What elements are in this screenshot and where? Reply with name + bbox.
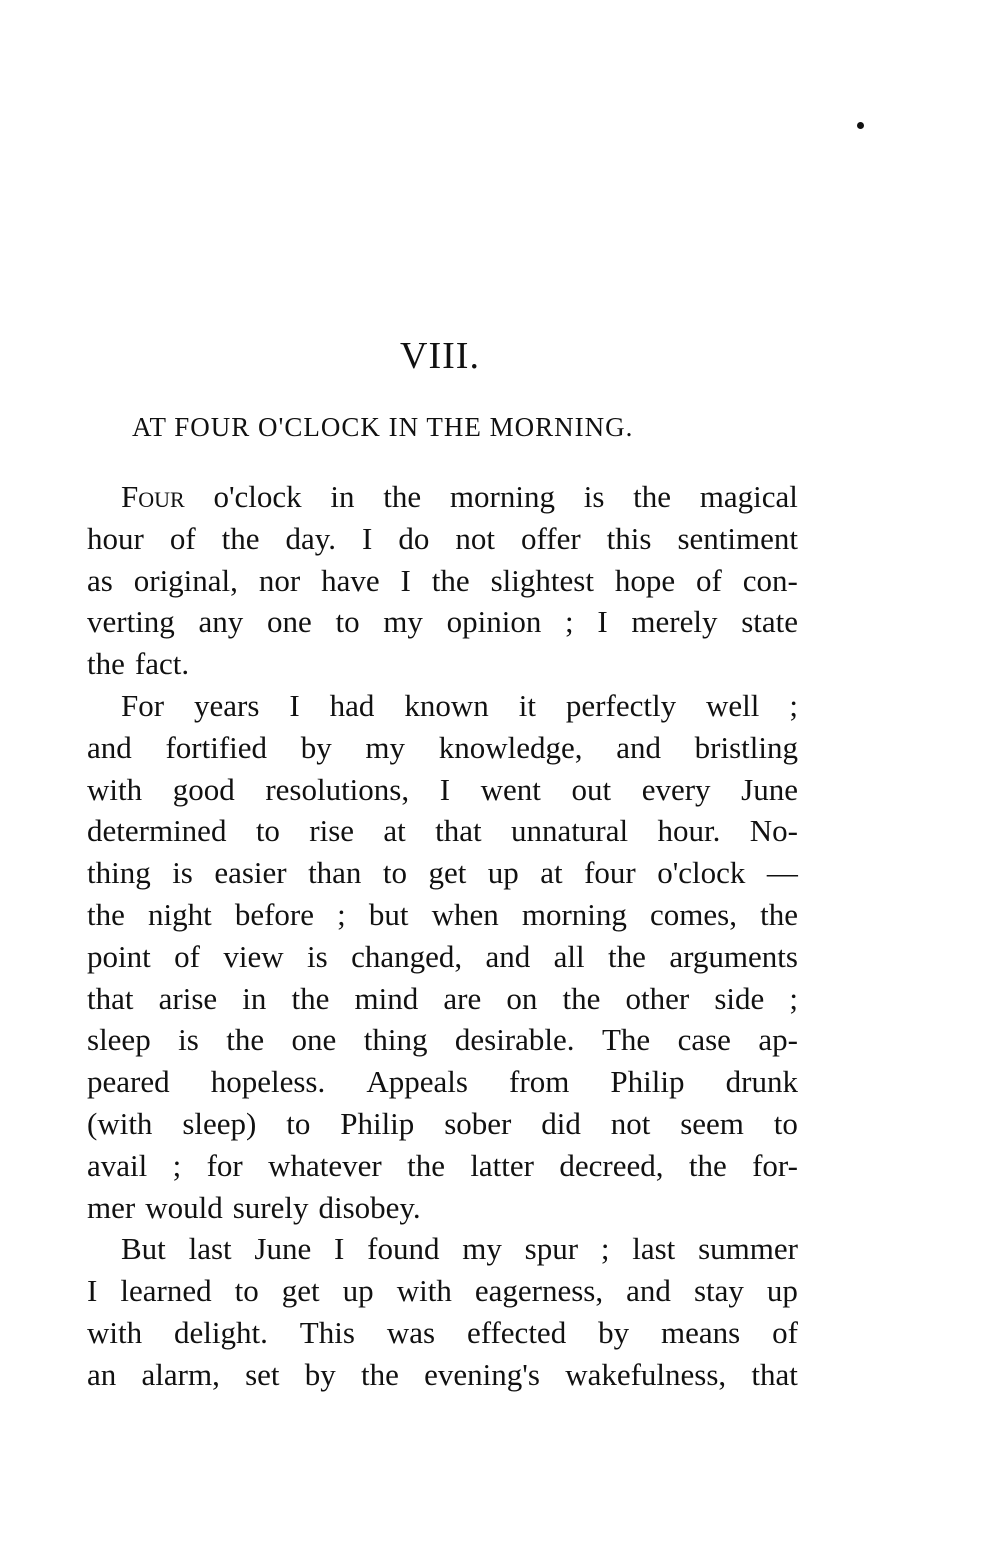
word: get xyxy=(281,1273,320,1309)
word: Philip xyxy=(610,1064,685,1100)
word: eagerness, xyxy=(474,1273,604,1309)
word: when xyxy=(431,896,499,932)
word: Four xyxy=(121,479,185,514)
word: I xyxy=(439,771,451,807)
word: alarm, xyxy=(141,1356,220,1392)
word: ; xyxy=(789,980,798,1016)
word: with xyxy=(87,1314,143,1350)
word: unnatural xyxy=(511,813,629,849)
word: hour xyxy=(87,520,144,556)
word: that xyxy=(751,1356,798,1392)
text-line xyxy=(87,685,798,727)
word: surely xyxy=(232,1189,309,1225)
text-line xyxy=(87,1061,798,1103)
word: arise xyxy=(158,980,218,1016)
text-line xyxy=(87,643,798,685)
word: of xyxy=(696,562,722,598)
word: to xyxy=(382,855,408,891)
word: are xyxy=(443,980,482,1016)
paragraph-2 xyxy=(87,685,798,1228)
word: summer xyxy=(698,1231,798,1267)
word: good xyxy=(172,771,235,807)
word: mind xyxy=(354,980,419,1016)
word: avail xyxy=(87,1147,148,1183)
word: any xyxy=(198,604,244,640)
word: morning xyxy=(449,479,555,514)
word: sleep) xyxy=(182,1105,257,1141)
word: of xyxy=(174,938,200,974)
chapter-title: AT FOUR O'CLOCK IN THE MORNING. xyxy=(132,412,634,442)
word: the xyxy=(226,1022,265,1058)
text-line xyxy=(87,601,798,643)
word: ; xyxy=(172,1147,182,1183)
chapter-number: VIII. xyxy=(400,335,480,377)
word: ; xyxy=(789,687,798,723)
word: delight. xyxy=(174,1314,268,1350)
word: night xyxy=(147,896,212,932)
word: the xyxy=(760,896,798,932)
ink-speck xyxy=(857,122,864,129)
word: slightest xyxy=(490,562,594,598)
word: I xyxy=(362,520,373,556)
word: determined xyxy=(87,813,227,849)
word: hopeless. xyxy=(210,1064,326,1100)
word: con- xyxy=(742,562,798,598)
word: not xyxy=(610,1105,651,1141)
text-line xyxy=(87,1019,798,1061)
word: to xyxy=(335,604,360,640)
word: the xyxy=(221,520,260,556)
word: the xyxy=(291,980,330,1016)
word: my xyxy=(383,604,423,640)
word: last xyxy=(188,1231,232,1267)
word: up xyxy=(766,1273,798,1309)
word: For xyxy=(121,687,165,723)
word: is xyxy=(307,938,328,974)
word: from xyxy=(509,1064,570,1100)
word: opinion xyxy=(446,604,542,640)
text-line xyxy=(87,894,798,936)
word: to xyxy=(234,1273,259,1309)
word: wakefulness, xyxy=(565,1356,727,1392)
word: knowledge, xyxy=(438,729,583,765)
word: by xyxy=(598,1314,630,1350)
word: o'clock xyxy=(657,855,746,891)
word: The xyxy=(601,1022,651,1058)
text-line xyxy=(87,1187,798,1229)
word: o'clock xyxy=(213,479,302,514)
word: merely xyxy=(631,604,718,640)
word: sober xyxy=(444,1105,512,1141)
word: changed, xyxy=(351,938,463,974)
word: view xyxy=(223,938,284,974)
text-line xyxy=(87,936,798,978)
word: years xyxy=(194,687,260,723)
word: — xyxy=(766,855,798,891)
word: Appeals xyxy=(366,1064,468,1100)
word: up xyxy=(342,1273,374,1309)
text-line xyxy=(87,810,798,852)
word: fortified xyxy=(165,729,268,765)
word: ; xyxy=(337,896,346,932)
word: peared xyxy=(87,1064,170,1100)
word: my xyxy=(365,729,406,765)
word: arguments xyxy=(669,938,798,974)
word: I xyxy=(334,1231,345,1267)
word: known xyxy=(404,687,489,723)
word: nor xyxy=(258,562,301,598)
text-line xyxy=(87,518,798,560)
word: ; xyxy=(600,1231,610,1267)
word: seem xyxy=(680,1105,744,1141)
word: Philip xyxy=(340,1105,415,1141)
word: verting xyxy=(87,604,175,640)
text-line xyxy=(87,560,798,602)
text-line xyxy=(87,1228,798,1270)
word: and xyxy=(626,1273,671,1309)
word: of xyxy=(169,520,196,556)
word: to xyxy=(286,1105,311,1141)
word: for- xyxy=(752,1147,798,1183)
word: an xyxy=(87,1356,117,1392)
word: thing xyxy=(363,1022,428,1058)
word: do xyxy=(398,520,430,556)
word: set xyxy=(245,1356,280,1392)
word: to xyxy=(255,813,280,849)
word: disobey. xyxy=(318,1189,421,1225)
word: sleep xyxy=(87,1022,151,1058)
word: point xyxy=(87,938,151,974)
word: ap- xyxy=(758,1022,798,1058)
word: evening's xyxy=(424,1356,540,1392)
text-line xyxy=(87,476,798,518)
word: get xyxy=(428,855,467,891)
word: rise xyxy=(309,813,355,849)
text-line xyxy=(87,1354,798,1396)
word: up xyxy=(487,855,519,891)
word: is xyxy=(583,479,605,514)
word: whatever xyxy=(268,1147,382,1183)
word: easier xyxy=(214,855,287,891)
word: original, xyxy=(133,562,238,598)
word: is xyxy=(172,855,193,891)
word: in xyxy=(330,479,355,514)
paragraph-3 xyxy=(87,1228,798,1395)
word: was xyxy=(386,1314,436,1350)
word: hope xyxy=(614,562,676,598)
word: with xyxy=(87,771,143,807)
word: all xyxy=(553,938,585,974)
word: well xyxy=(706,687,760,723)
word: bristling xyxy=(694,729,798,765)
word: effected xyxy=(466,1314,567,1350)
word: the xyxy=(608,938,646,974)
word: on xyxy=(506,980,538,1016)
word: of xyxy=(772,1314,798,1350)
word: had xyxy=(329,687,375,723)
word: fact. xyxy=(134,646,190,682)
text-line xyxy=(87,978,798,1020)
body-text xyxy=(87,476,798,1396)
word: June xyxy=(254,1231,312,1267)
word: the xyxy=(383,479,422,514)
word: the xyxy=(361,1356,399,1392)
word: that xyxy=(435,813,482,849)
word: But xyxy=(121,1231,166,1267)
word: the xyxy=(431,562,470,598)
word: ; xyxy=(565,604,574,640)
text-line xyxy=(87,1145,798,1187)
text-line xyxy=(87,769,798,811)
word: the xyxy=(688,1147,727,1183)
word: other xyxy=(625,980,690,1016)
word: magical xyxy=(699,479,798,514)
word: one xyxy=(291,1022,337,1058)
word: with xyxy=(396,1273,452,1309)
word: June xyxy=(741,771,798,807)
word: thing xyxy=(87,855,151,891)
word: out xyxy=(571,771,612,807)
word: latter xyxy=(470,1147,534,1183)
word: learned xyxy=(120,1273,212,1309)
word: comes, xyxy=(650,896,737,932)
text-line xyxy=(87,727,798,769)
word: I xyxy=(400,562,411,598)
word: means xyxy=(661,1314,741,1350)
word: but xyxy=(368,896,409,932)
text-line xyxy=(87,1312,798,1354)
word: did xyxy=(541,1105,581,1141)
word: went xyxy=(480,771,541,807)
word: I xyxy=(87,1273,98,1309)
word: I xyxy=(289,687,300,723)
word: spur xyxy=(524,1231,579,1267)
text-line xyxy=(87,1103,798,1145)
word: this xyxy=(606,520,652,556)
word: that xyxy=(87,980,134,1016)
word: have xyxy=(321,562,380,598)
word: the xyxy=(87,646,125,682)
word: side xyxy=(714,980,765,1016)
word: for xyxy=(206,1147,243,1183)
word: found xyxy=(367,1231,440,1267)
word: to xyxy=(773,1105,798,1141)
word: decreed, xyxy=(559,1147,664,1183)
word: the xyxy=(407,1147,445,1183)
word: case xyxy=(677,1022,731,1058)
word: sentiment xyxy=(677,520,798,556)
word: state xyxy=(741,604,798,640)
word: not xyxy=(455,520,495,556)
word: by xyxy=(300,729,332,765)
text-line xyxy=(87,1270,798,1312)
word: my xyxy=(462,1231,502,1267)
word: the xyxy=(562,980,601,1016)
word: the xyxy=(87,896,125,932)
word: is xyxy=(178,1022,199,1058)
word: and xyxy=(616,729,661,765)
word: at xyxy=(540,855,563,891)
word: would xyxy=(145,1189,223,1225)
word: as xyxy=(87,562,113,598)
word: every xyxy=(641,771,711,807)
word: at xyxy=(383,813,406,849)
word: day. xyxy=(285,520,337,556)
paragraph-1 xyxy=(87,476,798,685)
word: the xyxy=(633,479,672,514)
word: desirable. xyxy=(454,1022,575,1058)
word: (with xyxy=(87,1105,153,1141)
word: resolutions, xyxy=(265,771,410,807)
word: drunk xyxy=(725,1064,798,1100)
word: in xyxy=(242,980,267,1016)
word: it xyxy=(518,687,536,723)
word: than xyxy=(308,855,362,891)
word: by xyxy=(304,1356,336,1392)
text-line xyxy=(87,852,798,894)
word: and xyxy=(87,729,132,765)
word: last xyxy=(632,1231,676,1267)
word: perfectly xyxy=(565,687,677,723)
word: before xyxy=(234,896,314,932)
word: I xyxy=(597,604,608,640)
word: stay xyxy=(693,1273,744,1309)
word: and xyxy=(485,938,531,974)
word: hour. xyxy=(657,813,721,849)
word: one xyxy=(266,604,312,640)
word: mer xyxy=(87,1189,136,1225)
word: No- xyxy=(749,813,798,849)
word: four xyxy=(584,855,636,891)
word: This xyxy=(299,1314,355,1350)
word: offer xyxy=(520,520,581,556)
word: morning xyxy=(521,896,627,932)
